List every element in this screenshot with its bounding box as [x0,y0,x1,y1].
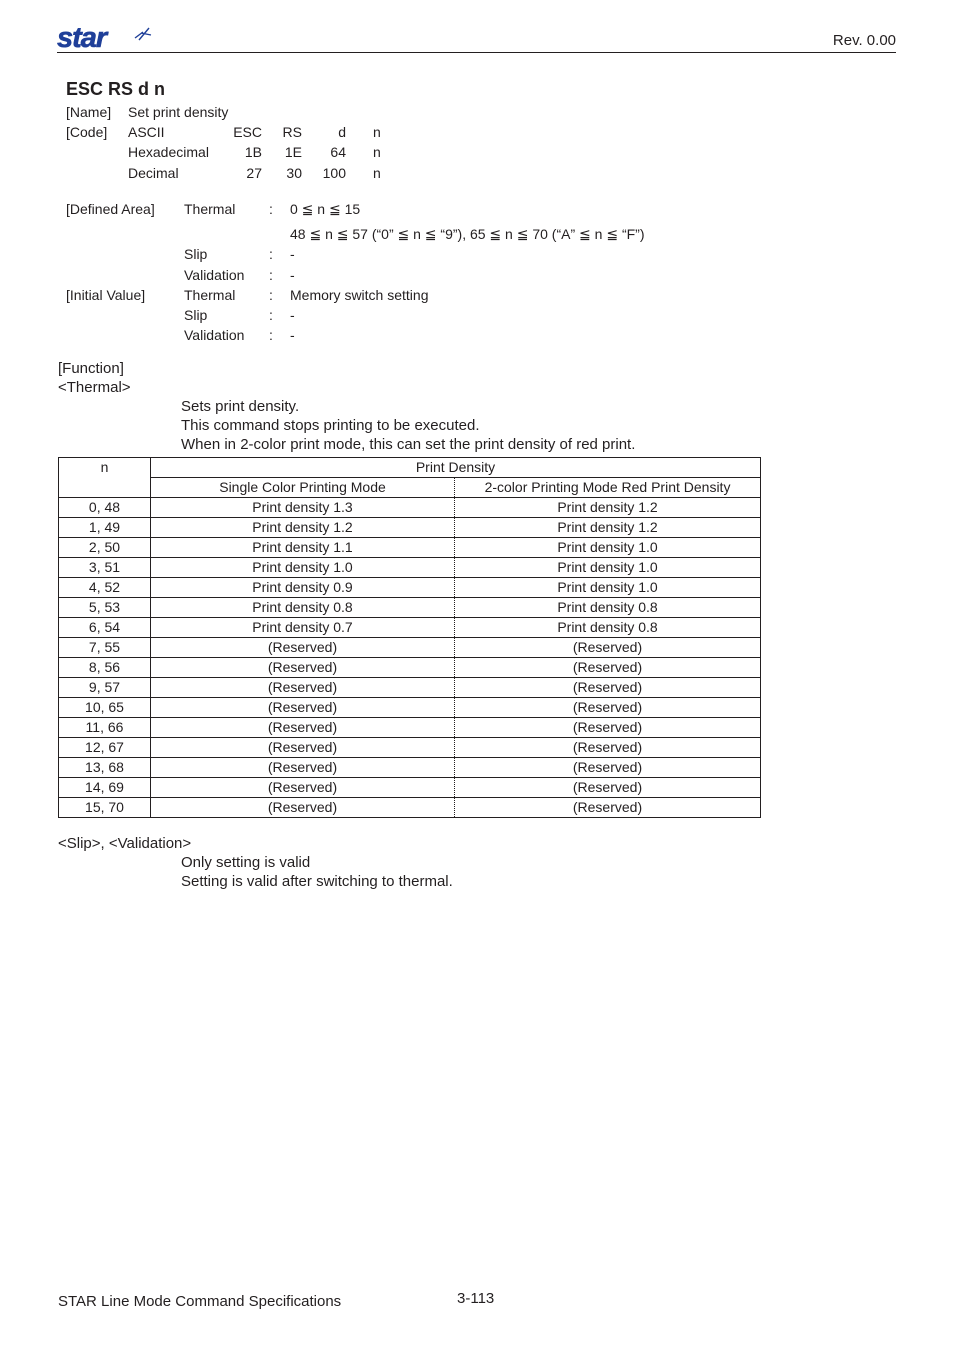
column-header-two-color: 2-color Printing Mode Red Print Density [455,478,761,498]
initial-value-thermal: Thermal [184,287,236,303]
code-row-name: Decimal [128,165,179,181]
cell-n: 6, 54 [59,618,151,638]
cell-two-color: (Reserved) [455,658,761,678]
cell-single-color: (Reserved) [151,778,455,798]
cell-single-color: (Reserved) [151,638,455,658]
colon: : [269,267,273,283]
table-row [59,618,761,638]
star-logo [57,24,153,55]
initial-value-slip-value: - [290,307,295,323]
table-body [59,498,761,818]
code-cell: ESC [233,124,262,140]
colon: : [269,307,273,323]
cell-two-color: (Reserved) [455,718,761,738]
cell-n: 11, 66 [59,718,151,738]
cell-n: 7, 55 [59,638,151,658]
function-line: Sets print density. [181,398,300,415]
cell-n: 13, 68 [59,758,151,778]
cell-single-color: (Reserved) [151,678,455,698]
name-value: Set print density [128,104,229,120]
defined-area-validation-value: - [290,267,295,283]
table-row [59,558,761,578]
command-title: ESC RS d n [66,79,166,99]
cell-two-color: Print density 1.0 [455,538,761,558]
cell-n: 5, 53 [59,598,151,618]
table-row [59,498,761,518]
table-row [59,578,761,598]
function-label: [Function] [58,360,124,377]
column-header-n: n [59,458,151,498]
code-cell: 30 [286,165,302,181]
initial-value-validation-value: - [290,327,295,343]
table-row [59,778,761,798]
colon: : [269,201,273,217]
cell-n: 1, 49 [59,518,151,538]
footer-document-title: STAR Line Mode Command Specifications [58,1293,342,1310]
table-row [59,678,761,698]
defined-area-slip: Slip [184,246,208,262]
table-row [59,638,761,658]
cell-single-color: (Reserved) [151,758,455,778]
defined-area-thermal: Thermal [184,201,236,217]
table-row [59,718,761,738]
cell-n: 14, 69 [59,778,151,798]
cell-two-color: (Reserved) [455,678,761,698]
colon: : [269,246,273,262]
cell-single-color: (Reserved) [151,658,455,678]
cell-n: 8, 56 [59,658,151,678]
initial-value-thermal-value: Memory switch setting [290,287,429,303]
code-row-name: ASCII [128,124,165,140]
table-row [59,518,761,538]
code-cell: RS [282,124,302,140]
cell-n: 15, 70 [59,798,151,818]
cell-two-color: (Reserved) [455,738,761,758]
code-cell: 27 [246,165,262,181]
table-row [59,698,761,718]
star-logo-icon [57,24,153,50]
cell-two-color: Print density 1.0 [455,558,761,578]
cell-n: 4, 52 [59,578,151,598]
cell-two-color: (Reserved) [455,798,761,818]
footer-page-number: 3-113 [457,1290,495,1307]
initial-value-slip: Slip [184,307,208,323]
code-label: [Code] [66,124,108,140]
cell-single-color: (Reserved) [151,718,455,738]
defined-area-label: [Defined Area] [66,201,155,217]
slip-validation-line: Only setting is valid [181,854,311,871]
cell-two-color: Print density 1.2 [455,498,761,518]
code-cell: 1B [244,144,262,160]
cell-two-color: (Reserved) [455,778,761,798]
cell-n: 3, 51 [59,558,151,578]
cell-two-color: (Reserved) [455,698,761,718]
defined-area-thermal-value-2: 48 ≦ n ≦ 57 (“0” ≦ n ≦ “9”), 65 ≦ n ≦ 70 (“A” ≦ n ≦ “F”) [290,226,645,242]
table-row [59,798,761,818]
thermal-section-label: <Thermal> [58,379,131,396]
cell-two-color: Print density 1.2 [455,518,761,538]
svg-text:star: star [57,24,107,50]
cell-single-color: Print density 0.8 [151,598,455,618]
colon: : [269,327,273,343]
table-row [59,738,761,758]
initial-value-label: [Initial Value] [66,287,146,303]
cell-two-color: Print density 1.0 [455,578,761,598]
cell-n: 0, 48 [59,498,151,518]
cell-n: 9, 57 [59,678,151,698]
cell-n: 10, 65 [59,698,151,718]
cell-single-color: Print density 1.0 [151,558,455,578]
function-line: When in 2-color print mode, this can set the print density of red print. [181,436,636,453]
cell-two-color: Print density 0.8 [455,618,761,638]
defined-area-validation: Validation [184,267,245,283]
cell-single-color: Print density 1.3 [151,498,455,518]
slip-validation-label: <Slip>, <Validation> [58,835,192,852]
code-cell: 100 [322,165,346,181]
cell-two-color: (Reserved) [455,758,761,778]
cell-two-color: (Reserved) [455,638,761,658]
table-row [59,658,761,678]
table-row [59,598,761,618]
code-cell: n [373,124,381,140]
table-header-row [59,458,761,478]
name-label: [Name] [66,104,112,120]
cell-n: 2, 50 [59,538,151,558]
column-group-print-density: Print Density [151,458,761,478]
defined-area-slip-value: - [290,246,295,262]
code-row-name: Hexadecimal [128,144,209,160]
cell-two-color: Print density 0.8 [455,598,761,618]
cell-single-color: Print density 0.7 [151,618,455,638]
cell-single-color: Print density 1.1 [151,538,455,558]
function-line: This command stops printing to be executed. [181,417,480,434]
print-density-table [58,457,761,818]
initial-value-validation: Validation [184,327,245,343]
cell-single-color: (Reserved) [151,798,455,818]
cell-single-color: (Reserved) [151,698,455,718]
cell-n: 12, 67 [59,738,151,758]
table-row [59,538,761,558]
code-cell: n [373,165,381,181]
code-cell: 64 [330,144,346,160]
header-rule [57,52,896,53]
slip-validation-line: Setting is valid after switching to thermal. [181,873,453,890]
code-cell: d [338,124,346,140]
code-cell: 1E [284,144,302,160]
column-header-single-color: Single Color Printing Mode [151,478,455,498]
revision-label: Rev. 0.00 [832,32,896,49]
colon: : [269,287,273,303]
code-cell: n [373,144,381,160]
cell-single-color: (Reserved) [151,738,455,758]
table-subheader-row [59,478,761,498]
cell-single-color: Print density 0.9 [151,578,455,598]
cell-single-color: Print density 1.2 [151,518,455,538]
defined-area-thermal-value: 0 ≦ n ≦ 15 [290,201,361,217]
table-row [59,758,761,778]
